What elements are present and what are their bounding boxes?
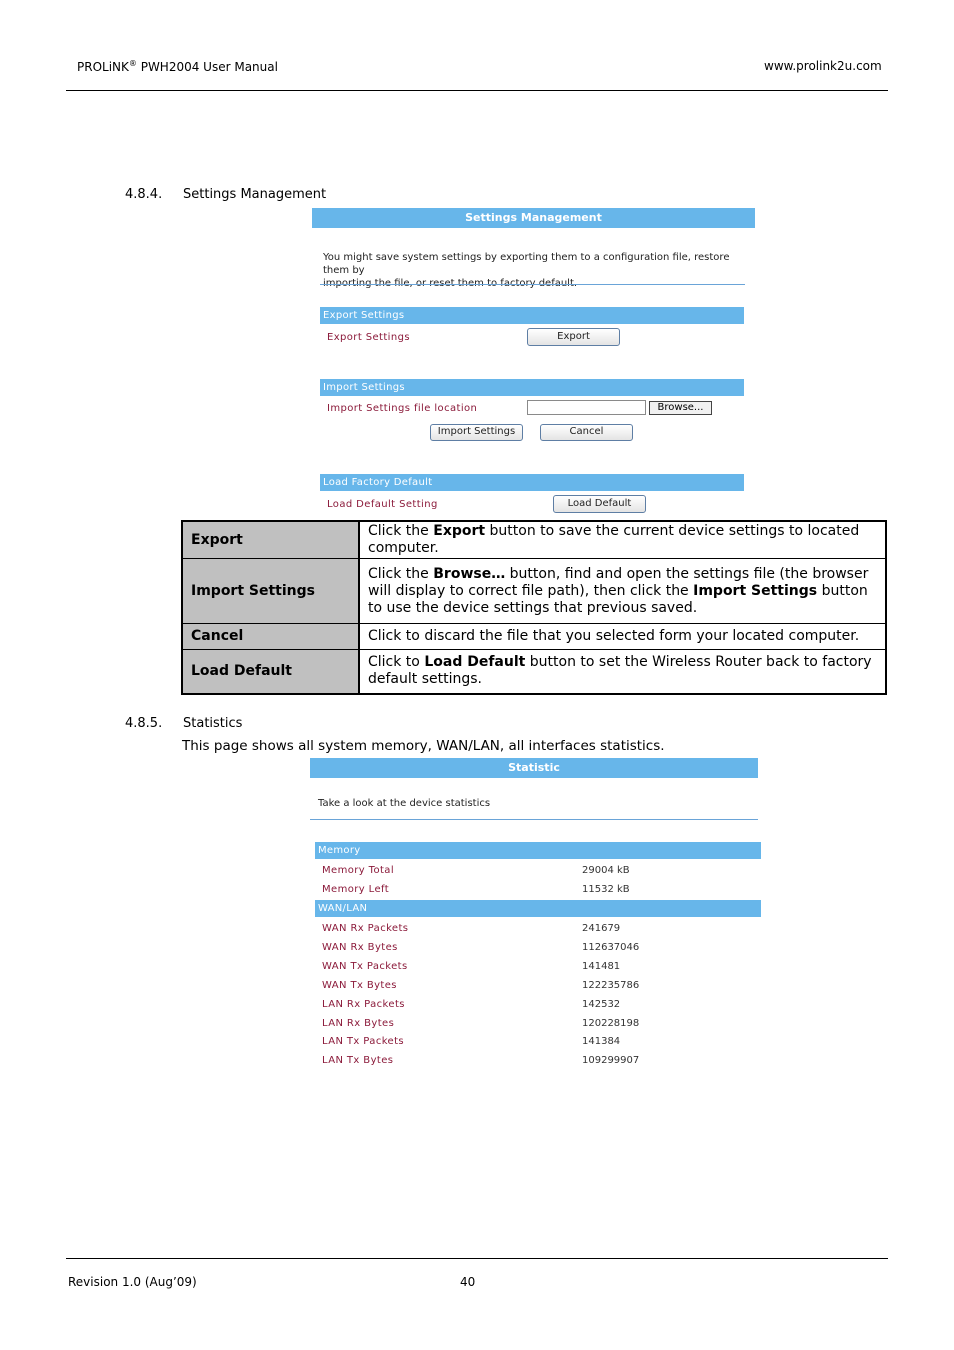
stat-value: 11532 kB bbox=[582, 883, 630, 895]
value-bold: Import Settings bbox=[693, 582, 818, 599]
value-text: Click to bbox=[368, 654, 425, 671]
header-manual-title bbox=[77, 59, 278, 74]
import-settings-header: Import Settings bbox=[320, 379, 744, 396]
stat-label: WAN Tx Packets bbox=[322, 960, 408, 972]
value-text: Click the bbox=[368, 523, 434, 539]
stat-value: 241679 bbox=[582, 923, 621, 934]
browse-button[interactable]: Browse... bbox=[649, 401, 712, 415]
value-text: button to save the current device settings to located computer. bbox=[368, 523, 860, 556]
value-bold: Load Default bbox=[424, 654, 526, 671]
stat-value: 122235786 bbox=[582, 979, 640, 991]
table-value bbox=[359, 624, 886, 650]
stat-label: Memory Total bbox=[322, 865, 395, 876]
export-settings-label: Export Settings bbox=[327, 332, 410, 343]
stat-value: 141384 bbox=[582, 1036, 621, 1048]
section-title-stats: Statistics bbox=[183, 716, 243, 731]
registered-mark: ® bbox=[128, 59, 137, 68]
header-divider bbox=[66, 90, 888, 91]
stat-label: WAN Tx Bytes bbox=[322, 979, 397, 991]
stat-label: WAN Rx Bytes bbox=[322, 941, 398, 953]
stat-value: 109299907 bbox=[582, 1055, 640, 1067]
export-settings-header: Export Settings bbox=[320, 307, 744, 324]
value-text: Click to discard the file that you selected form your located computer. bbox=[368, 628, 860, 644]
stat-label: LAN Tx Packets bbox=[322, 1036, 405, 1048]
memory-section-header: Memory bbox=[315, 842, 761, 859]
import-file-location-label: Import Settings file location bbox=[327, 403, 478, 414]
manual-name: PWH2004 User Manual bbox=[136, 60, 278, 74]
description-divider bbox=[320, 284, 745, 285]
stat-value: 29004 kB bbox=[582, 865, 630, 876]
stat-value: 141481 bbox=[582, 960, 621, 972]
value-text: Click the bbox=[368, 565, 434, 582]
footer-divider bbox=[66, 1258, 888, 1259]
page-number: 40 bbox=[460, 1275, 476, 1289]
value-text: button to set the Wireless Router back to factory default settings. bbox=[368, 654, 872, 688]
stat-value: 142532 bbox=[582, 998, 621, 1010]
settings-panel-title: Settings Management bbox=[312, 208, 755, 228]
stats-intro-text: This page shows all system memory, WAN/LAN, all interfaces statistics. bbox=[182, 738, 665, 754]
table-key: Load Default bbox=[182, 650, 359, 694]
section-number-stats: 4.8.5. bbox=[125, 716, 163, 731]
load-default-setting-label: Load Default Setting bbox=[327, 499, 438, 510]
statistic-panel-title: Statistic bbox=[310, 758, 758, 778]
header-website: www.prolink2u.com bbox=[764, 59, 882, 73]
table-value bbox=[359, 650, 886, 694]
settings-description-table bbox=[181, 520, 887, 695]
table-key: Cancel bbox=[182, 624, 359, 650]
section-title-settings: Settings Management bbox=[183, 187, 327, 202]
description-line-1: You might save system settings by exporting them to a configuration file, restore them by bbox=[323, 252, 730, 276]
statistic-panel bbox=[310, 758, 758, 1070]
table-value bbox=[359, 521, 886, 559]
value-bold: Browse… bbox=[433, 565, 506, 582]
brand-name: PROLiNK bbox=[77, 60, 129, 74]
export-button[interactable]: Export bbox=[527, 328, 620, 346]
stat-label: Memory Left bbox=[322, 883, 390, 895]
statistic-panel-description: Take a look at the device statistics bbox=[318, 798, 491, 809]
wanlan-section-header: WAN/LAN bbox=[315, 900, 761, 917]
footer-revision: Revision 1.0 (Aug’09) bbox=[68, 1275, 197, 1289]
section-number-settings: 4.8.4. bbox=[125, 187, 163, 202]
table-row-cancel bbox=[182, 624, 886, 650]
table-row-import bbox=[182, 559, 886, 624]
table-row-export bbox=[182, 521, 886, 559]
table-row-load-default bbox=[182, 650, 886, 694]
table-value bbox=[359, 559, 886, 624]
stat-label: LAN Rx Packets bbox=[322, 998, 405, 1010]
statistic-description-divider bbox=[310, 819, 758, 820]
table-key: Import Settings bbox=[182, 559, 359, 624]
load-factory-default-header: Load Factory Default bbox=[320, 474, 744, 491]
stat-value: 120228198 bbox=[582, 1017, 640, 1029]
table-key: Export bbox=[182, 521, 359, 559]
stat-label: LAN Rx Bytes bbox=[322, 1017, 395, 1029]
value-bold: Export bbox=[433, 523, 486, 539]
stat-label: LAN Tx Bytes bbox=[322, 1055, 394, 1067]
stat-value: 112637046 bbox=[582, 941, 640, 953]
cancel-button[interactable]: Cancel bbox=[540, 424, 633, 441]
value-text: button to use the device settings that previous saved. bbox=[368, 582, 868, 616]
stat-label: WAN Rx Packets bbox=[322, 923, 409, 934]
import-settings-button[interactable]: Import Settings bbox=[430, 424, 523, 441]
import-file-input[interactable] bbox=[527, 400, 646, 415]
value-text: button, find and open the settings file (the browser will display to correct file path), then click the bbox=[368, 565, 869, 599]
load-default-button[interactable]: Load Default bbox=[553, 495, 646, 513]
settings-management-panel bbox=[312, 208, 755, 516]
